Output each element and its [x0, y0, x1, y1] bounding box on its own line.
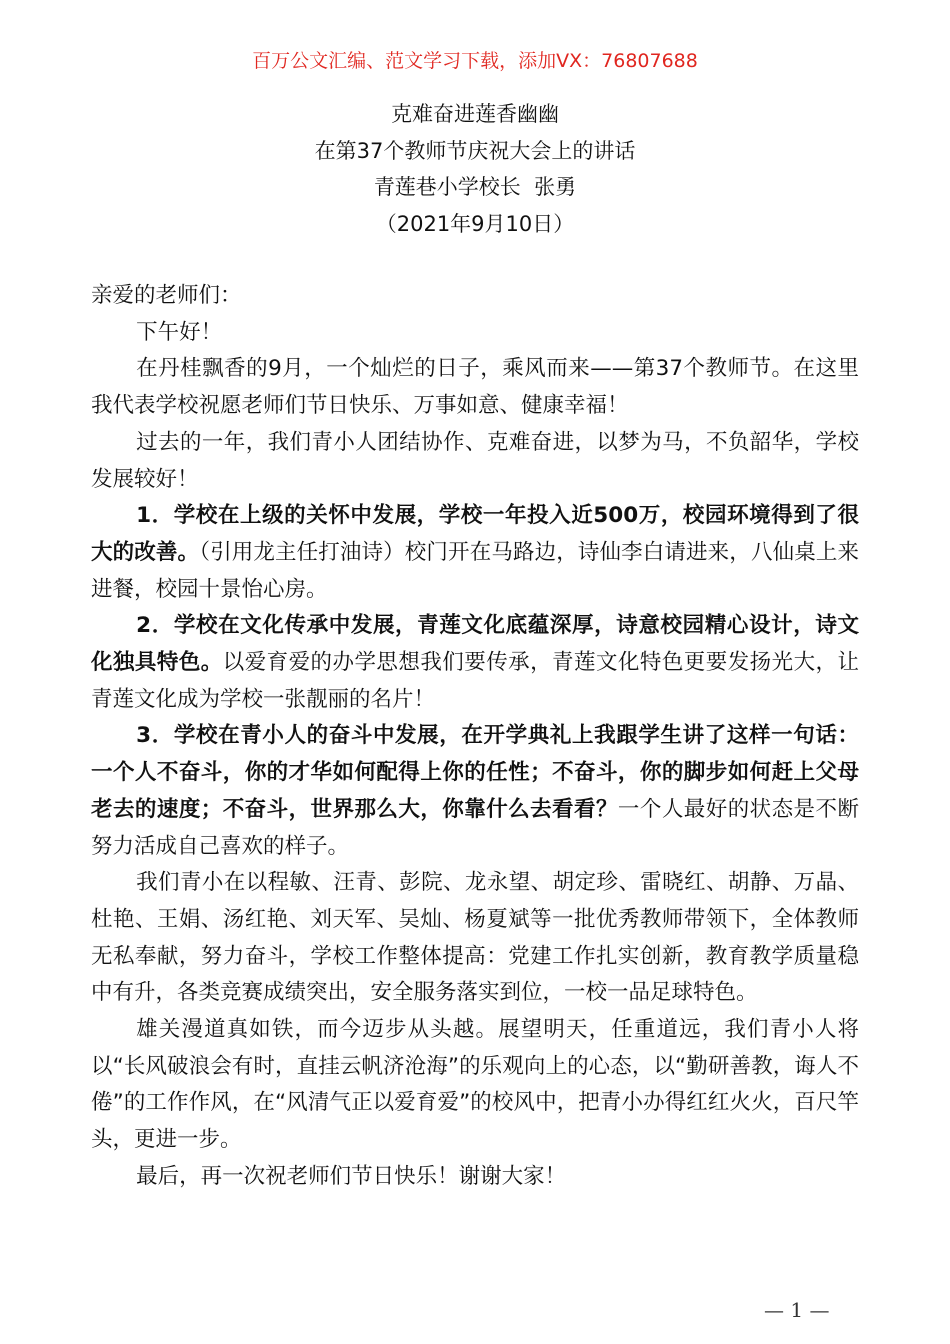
watermark-header: 百万公文汇编、范文学习下载，添加VX：76807688: [252, 50, 698, 72]
paragraph-3-bold: 1．学校在上级的关怀中发展，学校一年投入近500万，校园环境得到了很大的改善。: [91, 503, 859, 565]
speech-title: 克难奋进莲香幽幽: [391, 102, 559, 126]
paragraph-5: [91, 718, 859, 865]
paragraph-8: 最后，再一次祝老师们节日快乐！谢谢大家！: [136, 1163, 567, 1189]
paragraph-5-text: 一个人最好的状态是不断努力活成自己喜欢的样子。: [91, 796, 859, 859]
paragraph-5-bold: 3．学校在青小人的奋斗中发展，在开学典礼上我跟学生讲了这样一句话：一个人不奋斗，你的才华如何配得上你的任性；不奋斗，你的脚步如何赶上父母老去的速度；不奋斗，世界那么大，你靠什么去看看？: [91, 723, 859, 822]
title-block: [0, 96, 950, 242]
page-number: — 1 —: [764, 1298, 830, 1322]
paragraph-1: 在丹桂飘香的9月，一个灿烂的日子，乘风而来——第37个教师节。在这里我代表学校祝愿老师们节日快乐、万事如意、健康幸福！: [91, 356, 859, 419]
paragraph-6: 我们青小在以程敏、汪青、彭院、龙永望、胡定珍、雷晓红、胡静、万晶、杜艳、王娟、汤红艳、刘天军、吴灿、杨夏斌等一批优秀教师带领下，全体教师无私奉献，努力奋斗，学校工作整体提高：党建工作扎实创新，教育教学质量稳中有升，各类竞赛成绩突出，安全服务落实到位，一校一品足球特色。: [91, 870, 859, 1006]
paragraph-4-text: 以爱育爱的办学思想我们要传承，青莲文化特色更要发扬光大，让青莲文化成为学校一张靓丽的名片！: [91, 650, 859, 712]
greeting: 下午好！: [136, 319, 223, 345]
speech-author: 青莲巷小学校长 张勇: [373, 175, 577, 199]
paragraph-3-text: （引用龙主任打油诗）校门开在马路边，诗仙李白请进来，八仙桌上来进餐，校园十景怡心房。: [91, 539, 859, 602]
paragraph-4-bold: 2．学校在文化传承中发展，青莲文化底蕴深厚，诗意校园精心设计，诗文化独具特色。: [91, 613, 859, 676]
paragraph-4: [91, 608, 859, 718]
paragraph-3: [91, 498, 859, 608]
salutation: 亲爱的老师们：: [91, 283, 242, 308]
speech-subtitle: 在第37个教师节庆祝大会上的讲话: [314, 138, 636, 163]
speech-date: （2021年9月10日）: [375, 211, 575, 236]
paragraph-7: 雄关漫道真如铁，而今迈步从头越。展望明天，任重道远，我们青小人将以“长风破浪会有时，直挂云帆济沧海”的乐观向上的心态，以“勤研善教，诲人不倦”的工作作风，在“风清气正以爱育爱”的校风中，把青小办得红红火火，百尺竿头，更进一步。: [91, 1017, 859, 1153]
paragraph-2: 过去的一年，我们青小人团结协作、克难奋进，以梦为马，不负韶华，学校发展较好！: [91, 429, 859, 492]
speech-body: [91, 278, 859, 1196]
